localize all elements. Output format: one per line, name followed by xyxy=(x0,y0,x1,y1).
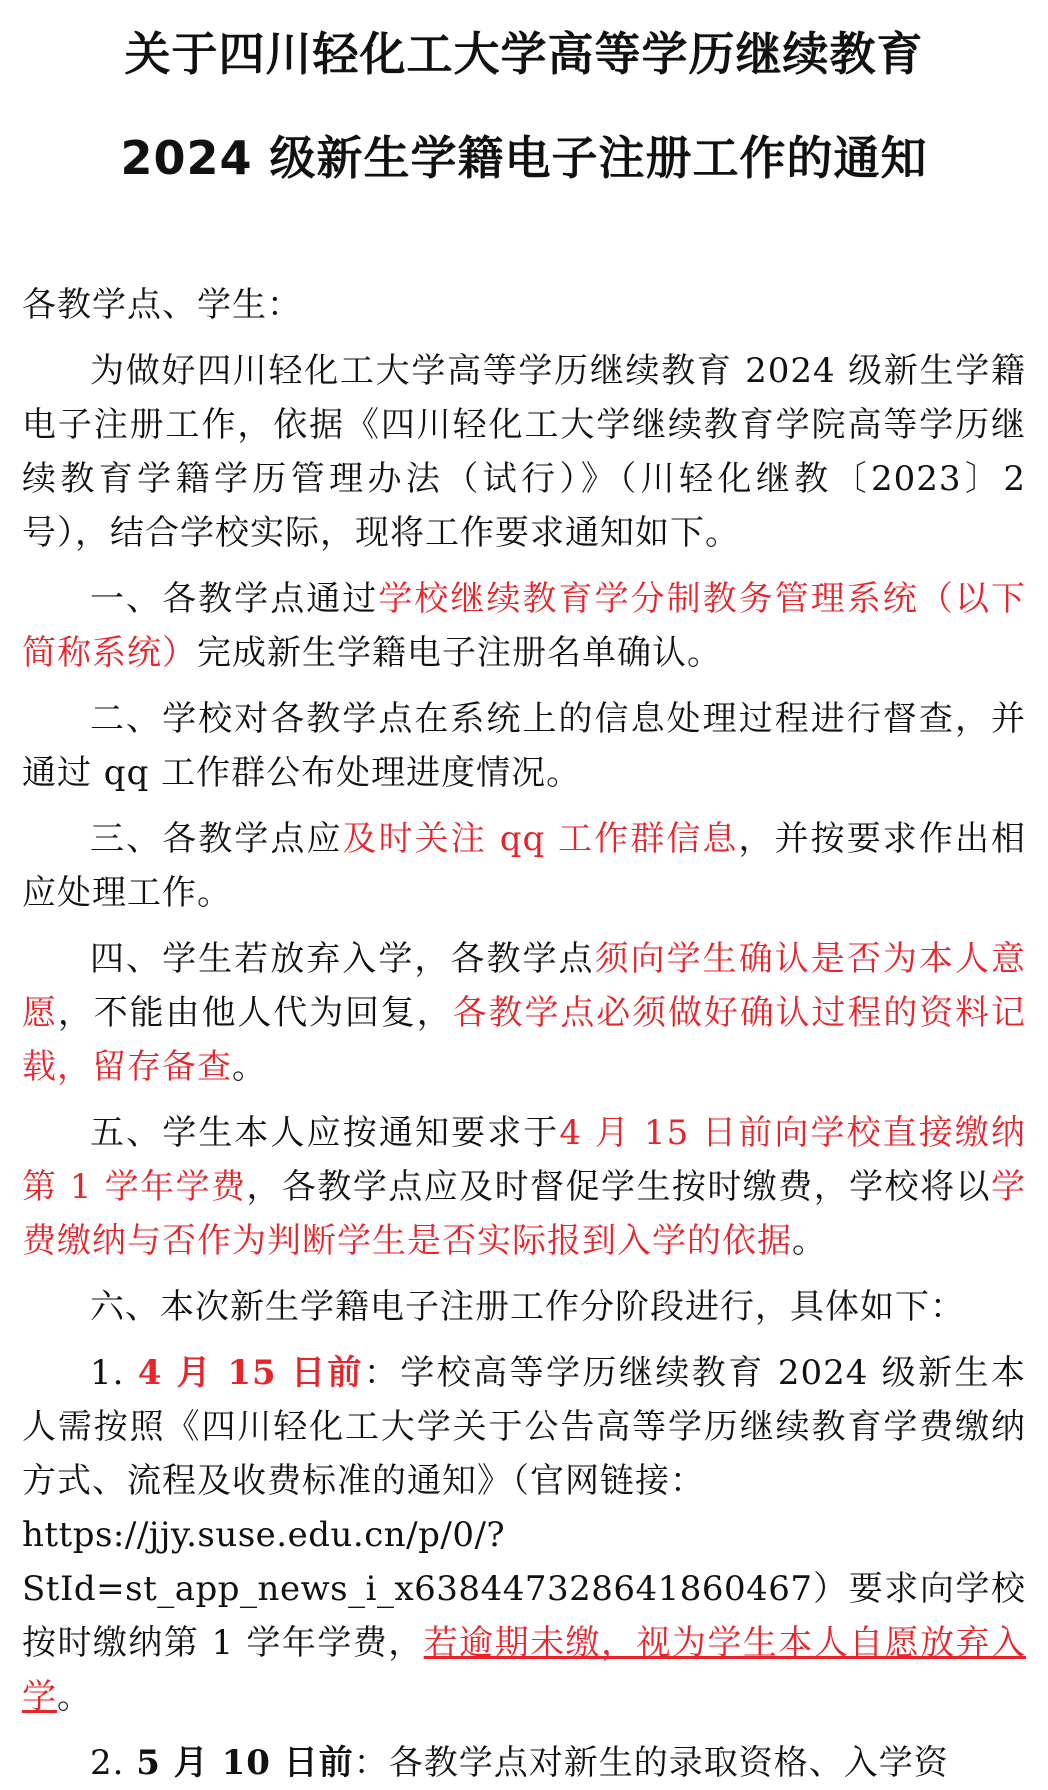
item-4 xyxy=(22,932,1026,1094)
step-2-number: 2. xyxy=(90,1743,125,1783)
title-line-2: 2024 级新生学籍电子注册工作的通知 xyxy=(120,131,928,185)
item-6: 六、本次新生学籍电子注册工作分阶段进行，具体如下： xyxy=(90,1287,965,1327)
step-1-warning: 若逾期未缴，视为学生本人自愿放弃入学 xyxy=(22,1623,1027,1717)
intro-paragraph: 为做好四川轻化工大学高等学历继续教育 2024 级新生学籍电子注册工作，依据《四川轻化工大学继续教育学院高等学历继续教育学籍学历管理办法（试行）》（川轻化继教〔2023〕2 号），结合学校实际，现将工作要求通知如下。 xyxy=(22,351,1026,553)
item-5-text-c: ，各教学点应及时督促学生按时缴费，学校将以 xyxy=(246,1167,991,1207)
item-1 xyxy=(22,572,1026,680)
item-3-text-c: ，并按要求作出相应处理工作。 xyxy=(22,819,1027,913)
step-1-text-c: 。 xyxy=(57,1677,92,1717)
title-line-1: 关于四川轻化工大学高等学历继续教育 xyxy=(124,27,924,81)
item-3 xyxy=(22,812,1026,920)
step-1-text-a: ：学校高等学历继续教育 2024 级新生本人需按照《四川轻化工大学关于公告高等学历继续教育学费缴纳方式、流程及收费标准的通知》（官网链接： xyxy=(22,1353,1026,1501)
item-4-emphasis-2: 各教学点必须做好确认过程的资料记载，留存备查 xyxy=(22,993,1027,1087)
item-4-text-e: 。 xyxy=(232,1047,267,1087)
item-1-text-a: 一、各教学点通过 xyxy=(90,579,379,619)
item-4-text-c: ，不能由他人代为回复， xyxy=(57,993,453,1033)
item-5-emphasis-2: 学费缴纳与否作为判断学生是否实际报到入学的依据 xyxy=(22,1167,1026,1261)
step-1-date: 4 月 15 日前 xyxy=(137,1353,364,1393)
item-4-text-a: 四、学生若放弃入学，各教学点 xyxy=(90,939,595,979)
item-1-text-c: 完成新生学籍电子注册名单确认。 xyxy=(197,633,722,673)
step-1-text-b: ）要求向学校按时缴纳第 1 学年学费， xyxy=(22,1569,1026,1663)
step-1-number: 1. xyxy=(90,1353,125,1393)
item-5 xyxy=(22,1106,1026,1268)
official-site-link[interactable]: https://jjy.suse.edu.cn/p/0/?StId=st_app_news_i_x638447328641860467 xyxy=(22,1515,813,1609)
item-5-text-e: 。 xyxy=(792,1221,827,1261)
notice-body xyxy=(22,278,1026,1790)
item-1-emphasis: 学校继续教育学分制教务管理系统（以下简称系统） xyxy=(22,579,1027,673)
item-2: 二、学校对各教学点在系统上的信息处理过程进行督查，并通过 qq 工作群公布处理进度情况。 xyxy=(22,699,1026,793)
step-2 xyxy=(22,1736,1026,1790)
step-1 xyxy=(22,1346,1026,1724)
item-5-text-a: 五、学生本人应按通知要求于 xyxy=(90,1113,560,1153)
item-5-emphasis-1: 4 月 15 日前向学校直接缴纳第 1 学年学费 xyxy=(22,1113,1026,1207)
item-3-emphasis: 及时关注 qq 工作群信息 xyxy=(342,819,739,859)
step-2-date: 5 月 10 日前 xyxy=(136,1743,354,1783)
item-3-text-a: 三、各教学点应 xyxy=(90,819,343,859)
salutation: 各教学点、学生： xyxy=(22,285,302,325)
item-4-emphasis-1: 须向学生确认是否为本人意愿 xyxy=(22,939,1027,1033)
step-2-text-a: ：各教学点对新生的录取资格、入学资 xyxy=(353,1743,949,1783)
